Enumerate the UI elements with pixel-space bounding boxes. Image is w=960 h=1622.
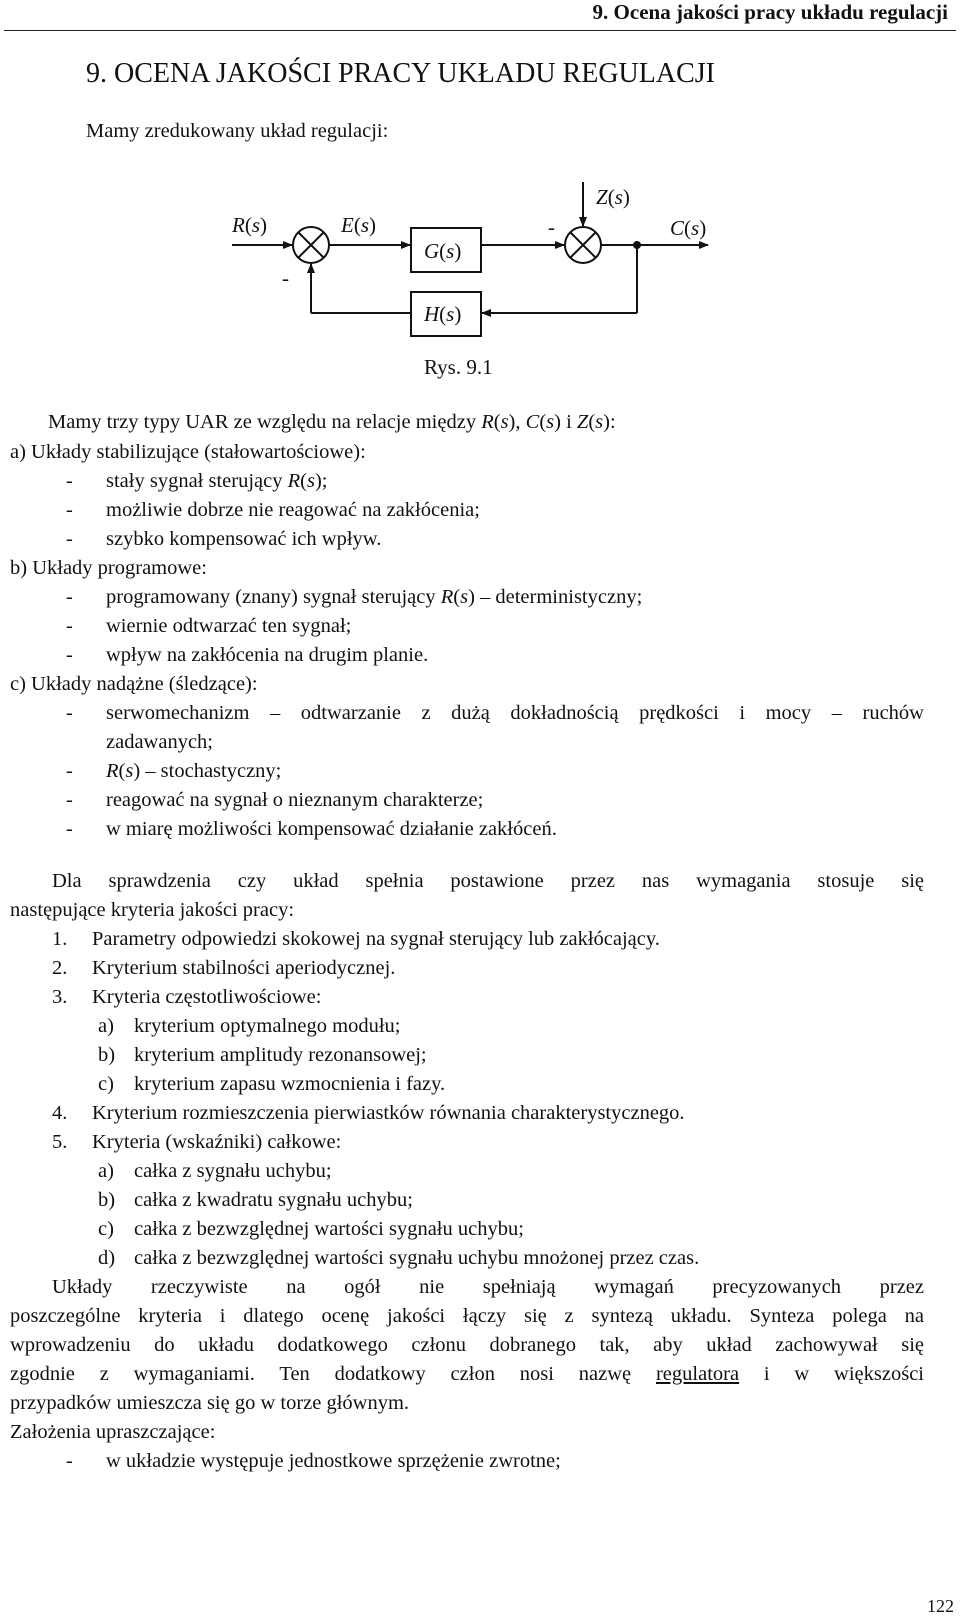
synthesis-line-4: zgodnie z wymaganiami. Ten dodatkowy człon nosi nazwę regulatora i w większości [10,1363,924,1385]
svg-text:-: - [282,266,289,290]
criteria-item: Kryterium stabilności aperiodycznej. [92,957,396,979]
criteria-intro-line-2: następujące kryteria jakości pracy: [10,899,295,921]
criteria-subnum: a) [98,1160,114,1182]
svg-text:-: - [548,215,555,239]
list-dash: - [66,760,73,782]
list-item: stały sygnał sterujący R(s); [106,470,328,492]
criteria-subitem: całka z bezwzględnej wartości sygnału uchybu; [134,1218,524,1240]
svg-text:G(s): G(s) [424,239,462,263]
list-item: w miarę możliwości kompensować działanie zakłóceń. [106,818,557,840]
list-item: wpływ na zakłócenia na drugim planie. [106,644,429,666]
criteria-item: Parametry odpowiedzi skokowej na sygnał sterujący lub zakłócający. [92,928,660,950]
criteria-subnum: d) [98,1247,116,1269]
criteria-subnum: b) [98,1189,116,1211]
synthesis-line-2: poszczególne kryteria i dlatego ocenę jakości łączy się z syntezą układu. Synteza polega na [10,1305,924,1327]
list-item: wiernie odtwarzać ten sygnał; [106,615,352,637]
synthesis-line-1: Układy rzeczywiste na ogół nie spełniają wymagań precyzowanych przez [52,1276,924,1298]
list-dash: - [66,1450,73,1472]
criteria-subnum: c) [98,1073,114,1095]
assumptions-title: Założenia upraszczające: [10,1421,216,1443]
synthesis-line-5: przypadków umieszcza się go w torze głównym. [10,1392,410,1414]
list-item: możliwie dobrze nie reagować na zakłócenia; [106,499,480,521]
list-item: reagować na sygnał o nieznanym charakterze; [106,789,484,811]
list-dash: - [66,644,73,666]
block-diagram [0,170,960,385]
list-dash: - [66,789,73,811]
svg-text:H(s): H(s) [424,302,462,326]
svg-text:C(s): C(s) [670,216,707,240]
criteria-num: 4. [52,1102,68,1124]
criteria-subitem: całka z bezwzględnej wartości sygnału uchybu mnożonej przez czas. [134,1247,700,1269]
criteria-item: Kryterium rozmieszczenia pierwiastków równania charakterystycznego. [92,1102,685,1124]
section-b-title: b) Układy programowe: [10,557,207,579]
page-number: 122 [927,1596,954,1616]
criteria-subitem: kryterium amplitudy rezonansowej; [134,1044,427,1066]
list-item: programowany (znany) sygnał sterujący R(s) – deterministyczny; [106,586,643,608]
intro-text: Mamy zredukowany układ regulacji: [86,120,389,142]
svg-text:R(s): R(s) [232,213,268,237]
regulator-term: regulatora [655,1363,740,1385]
list-dash: - [66,702,73,724]
list-item: szybko kompensować ich wpływ. [106,528,382,550]
svg-text:E(s): E(s) [341,213,377,237]
criteria-subnum: b) [98,1044,116,1066]
header-divider [4,30,956,31]
running-header: 9. Ocena jakości pracy układu regulacji [592,0,948,24]
criteria-num: 1. [52,928,68,950]
pickoff-node [633,241,641,249]
list-item: R(s) – stochastyczny; [106,760,282,782]
list-dash: - [66,499,73,521]
chapter-title: 9. OCENA JAKOŚCI PRACY UKŁADU REGULACJI [86,58,716,89]
criteria-subitem: całka z sygnału uchybu; [134,1160,332,1182]
svg-text:Rys. 9.1: Rys. 9.1 [424,355,493,379]
section-c-title: c) Układy nadążne (śledzące): [10,673,258,695]
svg-text:Z(s): Z(s) [596,185,630,209]
criteria-subnum: c) [98,1218,114,1240]
list-dash: - [66,615,73,637]
criteria-num: 2. [52,957,68,979]
list-dash: - [66,528,73,550]
criteria-item: Kryteria częstotliwościowe: [92,986,322,1008]
uar-intro: Mamy trzy typy UAR ze względu na relacje między R(s), C(s) i Z(s): [48,411,616,433]
list-item: serwomechanizm – odtwarzanie z dużą dokładnością prędkości i mocy – ruchów [106,702,924,724]
criteria-subnum: a) [98,1015,114,1037]
list-dash: - [66,818,73,840]
criteria-num: 5. [52,1131,68,1153]
criteria-intro-line-1: Dla sprawdzenia czy układ spełnia postawione przez nas wymagania stosuje się [52,870,924,892]
section-a-title: a) Układy stabilizujące (stałowartościowe): [10,441,366,463]
criteria-subitem: całka z kwadratu sygnału uchybu; [134,1189,413,1211]
synthesis-line-3: wprowadzeniu do układu dodatkowego członu dobranego tak, aby układ zachowywał się [10,1334,924,1356]
criteria-subitem: kryterium optymalnego modułu; [134,1015,401,1037]
list-dash: - [66,586,73,608]
list-dash: - [66,470,73,492]
list-item-continuation: zadawanych; [106,731,213,753]
criteria-item: Kryteria (wskaźniki) całkowe: [92,1131,342,1153]
list-item: w układzie występuje jednostkowe sprzężenie zwrotne; [106,1450,561,1472]
criteria-num: 3. [52,986,68,1008]
criteria-subitem: kryterium zapasu wzmocnienia i fazy. [134,1073,446,1095]
